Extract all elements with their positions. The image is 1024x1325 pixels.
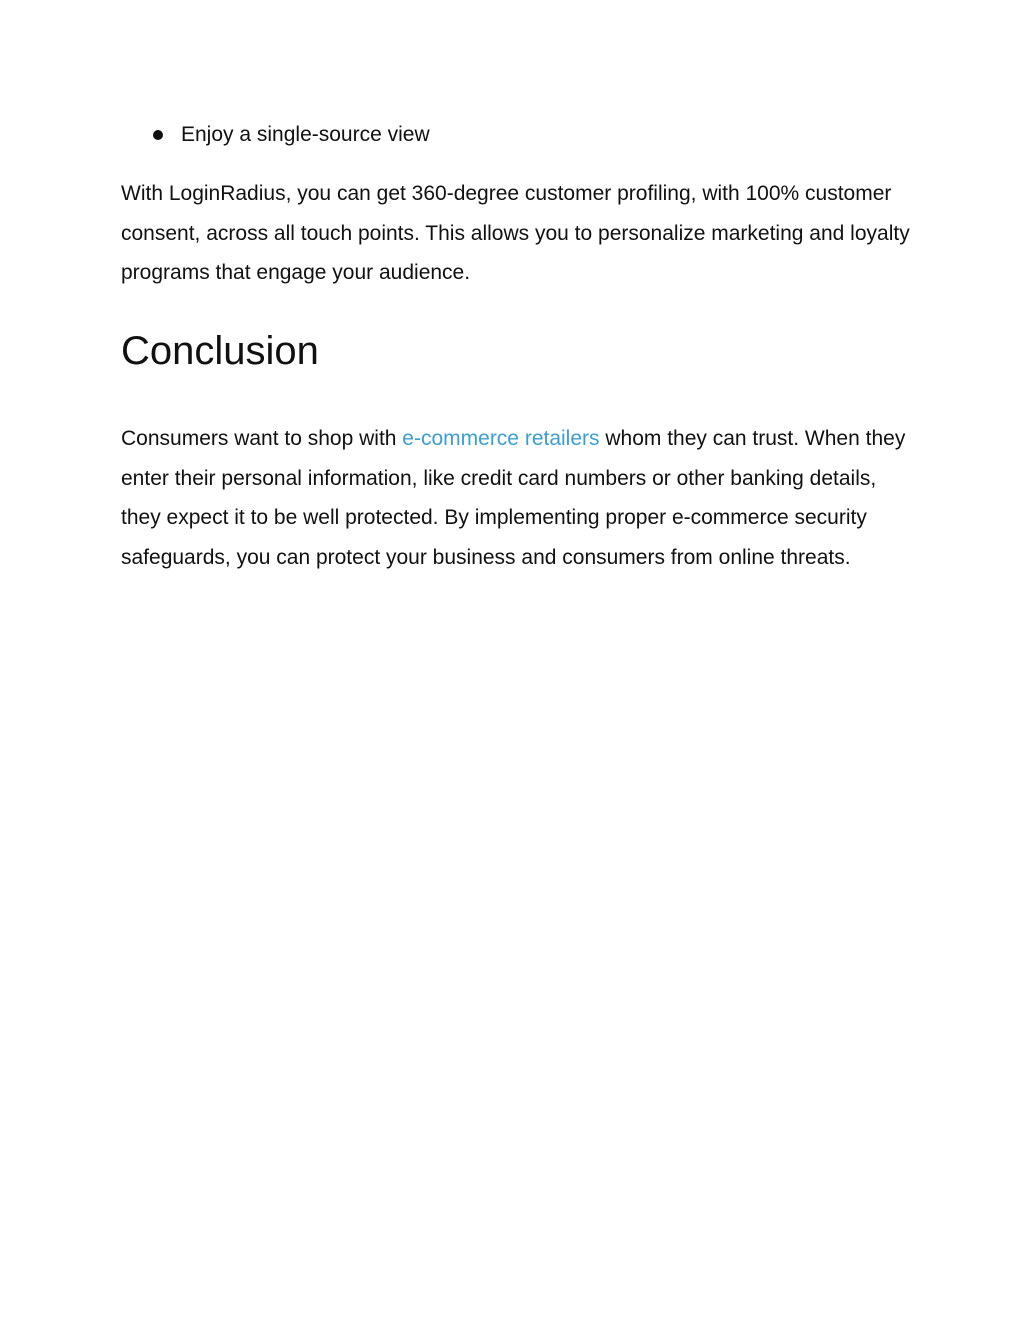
bullet-dot-icon	[153, 130, 163, 140]
conclusion-text-start: Consumers want to shop with	[121, 427, 403, 450]
bullet-item	[121, 120, 430, 150]
ecommerce-retailers-link[interactable]: e-commerce retailers	[402, 427, 600, 450]
profiling-paragraph: With LoginRadius, you can get 360-degree customer profiling, with 100% customer consent, across all touch points. This allows you to personalize marketing and loyalty programs that engage your audience.	[121, 182, 910, 284]
conclusion-paragraph	[121, 419, 921, 577]
bullet-text: Enjoy a single-source view	[181, 123, 430, 146]
section-heading: Conclusion	[121, 329, 319, 373]
bullet-list	[121, 120, 430, 150]
conclusion-text-end: whom they can trust. When they enter their personal information, like credit card numbers or other banking details, they expect it to be well protected. By implementing proper e-commerce security safeguards, you can protect your business and consumers from online threats.	[121, 427, 906, 569]
